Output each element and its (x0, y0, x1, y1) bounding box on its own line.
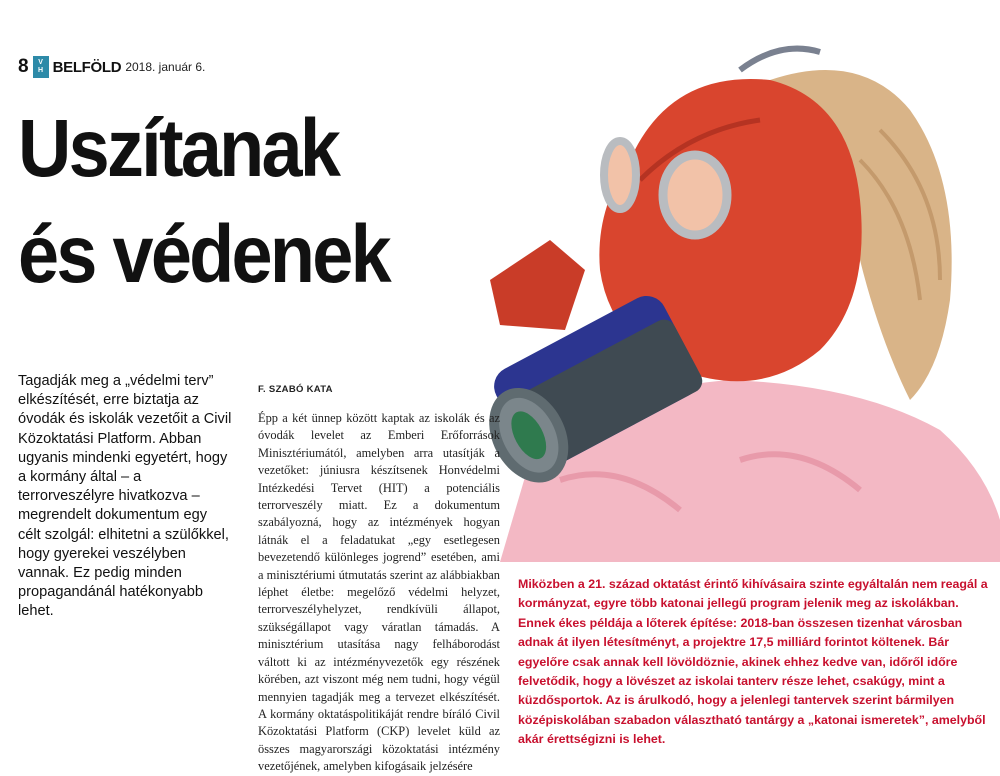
article-body: Épp a két ünnep között kaptak az iskolák és az óvodák levelet az Emberi Erőforrások Minisztériumától, amelyben arra utasítják a vezetőket: júniusra készítsenek Honvédelmi Intézkedési Tervet (HIT) a potenciális terrorveszély miatt. Ez a dokumentum szabályozná, hogy az intézmények hogyan látnák el a feladatukat „egy esetlegesen bevezetendő különleges jogrend” esetében, ami a minisztériumi útmutatás szerint az alábbiakban léphet életbe: megelőző védelmi helyzet, terrorveszélyhelyzet, rendkívüli állapot, szükségállapot vagy váratlan támadás. A minisztérium utasítása nagy felháborodást váltott ki az intézményvezetők egy részének körében, azt viszont még nem tudni, hogy végül mennyien tagadják meg a tervezet elkészítését. A kormány oktatáspolitikáját rendre bíráló Civil Közoktatási Platform (CKP) levelet küld az összes magyarországi közoktatási intézmény vezetőjének, amelyben kifogásaik jelzésére (258, 411, 500, 774)
article-lead: Tagadják meg a „védelmi terv” elkészítését, erre biztatja az óvodák és iskolák vezetőit a Civil Közoktatási Platform. Abban ugyanis mindenki egyetért, hogy a kormány által – a terrorveszélyre hivatkozva – megrendelt dokumentum egy célt szolgál: elhitetni a szülőkkel, hogy gyerekei veszélyben vannak. Ez pedig minden propagandánál hatékonyabb lehet. (18, 373, 232, 620)
page-header (18, 54, 205, 80)
photo-caption: Miközben a 21. század oktatást érintő kihívásaira szinte egyáltalán nem reagál a kormányzat, egyre több katonai jellegű program jelenik meg az iskolákban. Ennek ékes példája a lőterek építése: 2018-ban összesen tizenhat városban adnak át ilyen létesítményt, a projektre 17,5 milliárd forintot költenek. Bár egyelőre csak annak kell lövöldöznie, akinek ehhez kedve van, időről időre felvetődik, hogy a lövészet az iskolai tanterv része lehet, csakúgy, mint a küzdősportok. Az is árulkodó, hogy a jelenlegi tantervek szerint bármilyen középiskolában szabadon választható tantárgy a „katonai ismeretek”, amelyből akár érettségizni is lehet. (518, 577, 988, 747)
byline: F. SZABÓ KATA (258, 384, 333, 395)
headline: Uszítanak és védenek (18, 103, 389, 300)
newspaper-logo: V H (33, 56, 49, 78)
issue-date: 2018. január 6. (125, 60, 206, 74)
child-gas-mask-photo (440, 40, 1000, 562)
section-label: BELFÖLD (52, 58, 122, 76)
page-number: 8 (18, 56, 29, 77)
